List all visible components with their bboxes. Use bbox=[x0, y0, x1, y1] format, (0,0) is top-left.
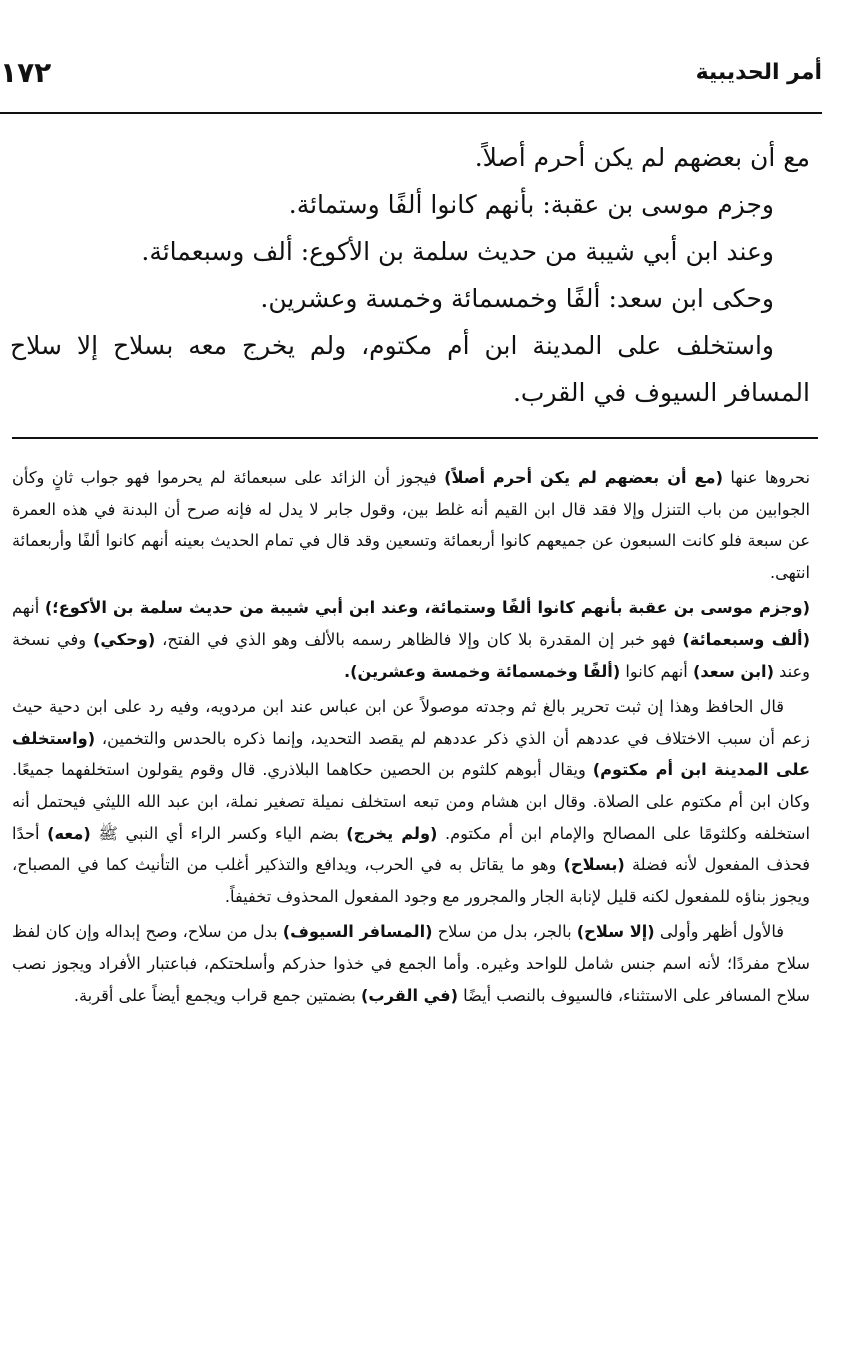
commentary-text: فهو خبر إن المقدرة بلا كان وإلا فالظاهر رسمه بالألف وهو الذي في الفتح، bbox=[155, 629, 683, 649]
quoted-matn: (وجزم موسى بن عقبة بأنهم كانوا ألفًا وستمائة، وعند ابن أبي شيبة من حديث سلمة بن الأكوع؛) bbox=[44, 598, 810, 618]
quoted-matn: (ابن سعد) bbox=[692, 661, 774, 681]
quoted-matn: (ولم يخرج) bbox=[346, 823, 438, 843]
commentary-text: بالجر، بدل من سلاح bbox=[432, 922, 577, 942]
commentary-text: ويقال أبوهم كلثوم بن الحصين حكاهما البلاذري. قال وقوم يقولون استخلفهما جميعًا. وكان ابن أم مكتوم على الصلاة. وقال ابن هشام ومن تبعه استخلف نميلة تصغير نملة، ابن عبد الله الليثي فيحتمل أنه استخلفه وكلثومًا على المصالح والإمام ابن أم مكتوم. bbox=[12, 760, 810, 843]
commentary-text: أنهم كانوا bbox=[620, 661, 693, 681]
commentary-text: بضمتين جمع قراب ويجمع أيضاً على أقربة. bbox=[73, 985, 361, 1005]
commentary-text: فالأول أظهر وأولى bbox=[654, 922, 785, 942]
commentary-text: أنهم bbox=[12, 598, 45, 618]
commentary-paragraph bbox=[12, 462, 810, 588]
page-header bbox=[0, 56, 822, 98]
quoted-matn: (إلا سلاح) bbox=[576, 922, 655, 942]
running-title: أمر الحديبية bbox=[695, 60, 822, 85]
page-number: ١٧٢ bbox=[0, 56, 52, 89]
commentary-paragraph bbox=[12, 691, 810, 912]
quoted-matn: (مع أن بعضهم لم يكن أحرم أصلاً) bbox=[444, 468, 723, 487]
commentary-text: وهو ما يقاتل به في الحرب، ويدافع والتذكير أغلب من التأنيث كما في المصباح، ويجوز بناؤه للمفعول لكنه قليل لإنابة الجار والمجرور مع وجود المفعول المحذوف تخفيفاً. bbox=[12, 855, 810, 906]
commentary-text: قال الحافظ وهذا إن ثبت تحرير بالغ ثم وجدته موصولاً عن ابن عباس عند ابن مردويه، وفيه رد على ابن دحية حيث زعم أن سبب الاختلاف في عددهم أن الذي ذكر عددهم لم يقصد التحديد، وإنما ذكره بالحدس والتخمين، bbox=[12, 697, 810, 748]
commentary-paragraph bbox=[12, 592, 810, 687]
main-paragraph: واستخلف على المدينة ابن أم مكتوم، ولم يخرج معه بسلاح إلا سلاح المسافر السيوف في القرب. bbox=[10, 331, 810, 407]
commentary-text: بدل من سلاح، وصح إبداله وإن كان لفظ سلاح مفردًا؛ لأنه اسم جنس شامل للواحد وغيره. وأما الجمع في خذوا حذركم وأسلحتكم، فباعتبار الأفراد ويجوز نصب سلاح المسافر على الاستثناء، فالسيوف بالنصب أيضًا bbox=[12, 922, 810, 1005]
commentary bbox=[12, 462, 810, 1015]
quoted-matn: (ألف وسبعمائة) bbox=[682, 629, 811, 649]
commentary-text: أحدًا فحذف المفعول لأنه فضلة bbox=[12, 823, 811, 875]
quoted-matn: (المسافر السيوف) bbox=[282, 922, 433, 942]
header-divider bbox=[0, 112, 822, 114]
commentary-paragraph bbox=[12, 916, 810, 1011]
commentary-text: وفي نسخة وعند bbox=[12, 629, 810, 681]
quoted-matn: (معه) bbox=[47, 823, 91, 843]
main-paragraph: وحكى ابن سعد: ألفًا وخمسمائة وخمسة وعشرين. bbox=[260, 284, 774, 313]
commentary-divider bbox=[12, 437, 818, 439]
commentary-text: بضم الياء وكسر الراء أي النبي ﷺ bbox=[90, 823, 347, 843]
main-paragraph: مع أن بعضهم لم يكن أحرم أصلاً. bbox=[474, 143, 810, 172]
commentary-text: نحروها عنها bbox=[722, 468, 810, 487]
quoted-matn: (وحكي) bbox=[92, 629, 156, 649]
main-text bbox=[10, 134, 810, 416]
quoted-matn: (واستخلف على المدينة ابن أم مكتوم) bbox=[12, 728, 810, 780]
quoted-matn: (في القرب) bbox=[360, 985, 459, 1005]
main-paragraph: وجزم موسى بن عقبة: بأنهم كانوا ألفًا وستمائة. bbox=[288, 190, 774, 219]
main-paragraph: وعند ابن أبي شيبة من حديث سلمة بن الأكوع: ألف وسبعمائة. bbox=[141, 237, 774, 266]
quoted-matn: (ألفًا وخمسمائة وخمسة وعشرين). bbox=[343, 661, 621, 681]
quoted-matn: (بسلاح) bbox=[563, 855, 625, 875]
commentary-text: فيجوز أن الزائد على سبعمائة لم يحرموا فهو جواب ثانٍ وكأن الجوابين من باب التنزل وإلا فقد قال ابن القيم أنه غلط بين، وقول جابر لا يدل له فإنه صرح أن البدنة في هذه العمرة عن سبعة فلو كانت السبعون عن جميعهم كانوا أربعمائة وتسعين وقد قال في تمام الحديث بعينه أنهم كانوا ألفًا وأربعمائة انتهى. bbox=[12, 468, 810, 582]
